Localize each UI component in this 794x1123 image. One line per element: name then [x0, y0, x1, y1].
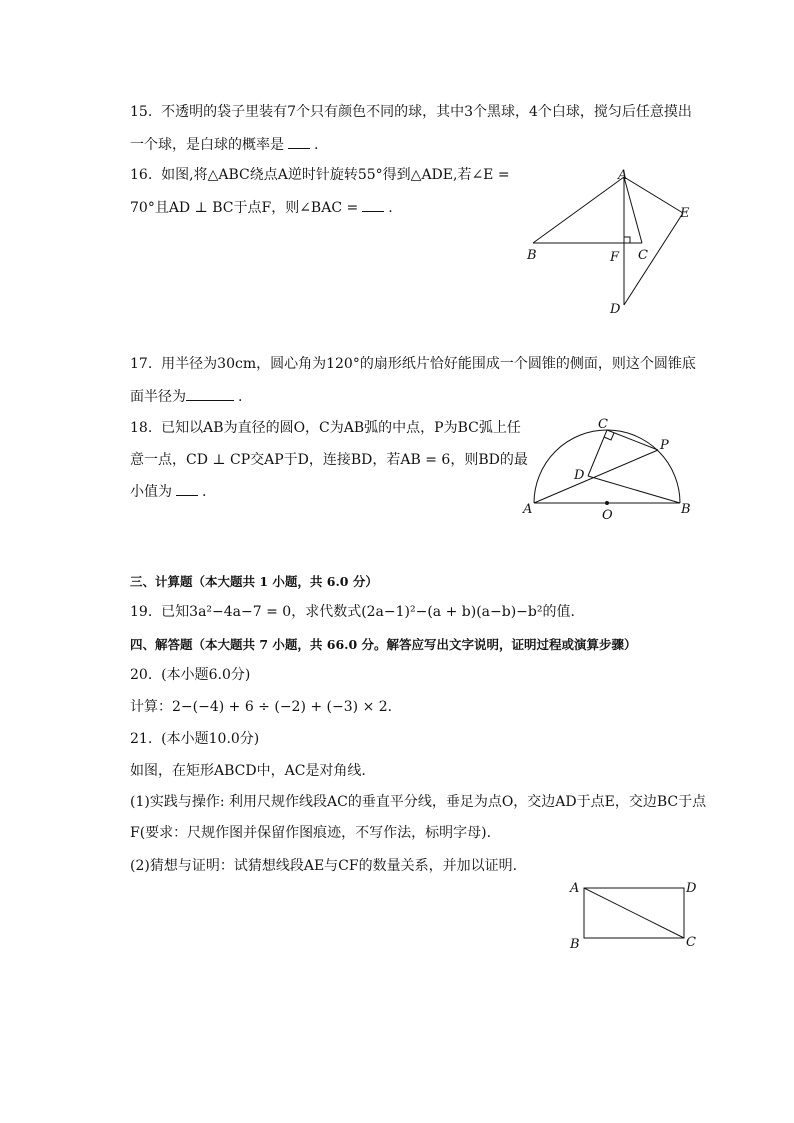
q21-header: 21. (本小题10.0分) [130, 731, 260, 747]
q18-line3-text: 小值为 [130, 484, 172, 500]
q16-line1: 16. 如图,将△ABC绕点A逆时针旋转55°得到△ADE,若∠E = [130, 167, 510, 183]
q21-diagonal-AC [584, 888, 684, 938]
q16-right-angle-mark [624, 237, 630, 243]
q16-label-D: D [610, 302, 621, 317]
q16-label-C: C [638, 248, 648, 263]
q18-line2: 意一点，CD ⊥ CP交AP于D，连接BD，若AB = 6，则BD的最 [130, 452, 528, 468]
q17-end: . [238, 389, 243, 405]
answer-blank[interactable] [176, 481, 198, 496]
q16-seg-DE [624, 213, 683, 305]
q15-line2 [130, 134, 318, 155]
q16-label-A: A [618, 168, 628, 183]
q15-end: . [314, 137, 319, 153]
q18-seg-BD [588, 476, 680, 503]
q17-line2-text: 面半径为 [130, 389, 186, 405]
q21-label-A: A [570, 881, 580, 896]
q18-center-dot [605, 501, 609, 505]
q18-end: . [202, 484, 207, 500]
q18-label-O: O [602, 508, 613, 523]
q16-label-B: B [527, 248, 537, 263]
section-4-heading: 四、解答题（本大题共 7 小题，共 66.0 分。解答应写出文字说明，证明过程或演算步骤） [130, 637, 637, 652]
q20-header: 20. (本小题6.0分) [130, 667, 251, 683]
q19-text: 19. 已知3a²−4a−7 = 0，求代数式(2a−1)²−(a + b)(a−b)−b²的值. [130, 604, 575, 620]
q21-part2: (2)猜想与证明：试猜想线段AE与CF的数量关系，并加以证明. [130, 858, 518, 874]
q16-end: . [388, 200, 393, 216]
q18-label-C: C [598, 417, 608, 432]
q16-line2 [130, 197, 393, 218]
q18-seg-CP [607, 430, 658, 450]
q21-label-B: B [570, 937, 580, 952]
q18-line3 [130, 481, 206, 502]
answer-blank[interactable] [186, 386, 234, 401]
q16-figure [520, 165, 710, 320]
q16-label-F: F [610, 250, 620, 265]
q18-label-D: D [574, 468, 585, 483]
q18-seg-AP [534, 450, 658, 503]
q17-line2 [130, 386, 242, 407]
q18-label-P: P [660, 438, 669, 453]
q18-line1: 18. 已知以AB为直径的圆O，C为AB弧的中点，P为BC弧上任 [130, 420, 521, 436]
q16-line2-text: 70°且AD ⊥ BC于点F，则∠BAC = [130, 200, 359, 216]
q18-figure [518, 415, 698, 525]
q20-body: 计算：2−(−4) + 6 ÷ (−2) + (−3) × 2. [130, 699, 393, 715]
q18-label-B: B [681, 502, 691, 517]
section-3-heading: 三、计算题（本大题共 1 小题，共 6.0 分） [130, 574, 378, 589]
q15-line1: 15. 不透明的袋子里装有7个只有颜色不同的球，其中3个黑球，4个白球，搅匀后任意摸出 [130, 104, 692, 120]
q16-label-E: E [680, 206, 690, 221]
answer-blank[interactable] [362, 197, 384, 212]
q17-line1: 17. 用半径为30cm，圆心角为120°的扇形纸片恰好能围成一个圆锥的侧面，则这个圆锥底 [130, 356, 696, 372]
q21-label-C: C [686, 935, 696, 950]
q15-line2-text: 一个球，是白球的概率是 [130, 137, 284, 153]
q21-label-D: D [686, 881, 697, 896]
q21-part1-line2: F(要求：尺规作图并保留作图痕迹，不写作法，标明字母). [130, 825, 492, 841]
q21-rectangle-figure [566, 878, 706, 953]
answer-blank[interactable] [288, 134, 310, 149]
q18-label-A: A [523, 502, 533, 517]
q21-part1-line1: (1)实践与操作: 利用尺规作线段AC的垂直平分线，垂足为点O，交边AD于点E，交边BC于点 [130, 794, 707, 810]
q21-intro: 如图，在矩形ABCD中，AC是对角线. [130, 763, 366, 779]
q18-semicircle-arc [534, 430, 680, 503]
q16-seg-AB [533, 177, 624, 243]
